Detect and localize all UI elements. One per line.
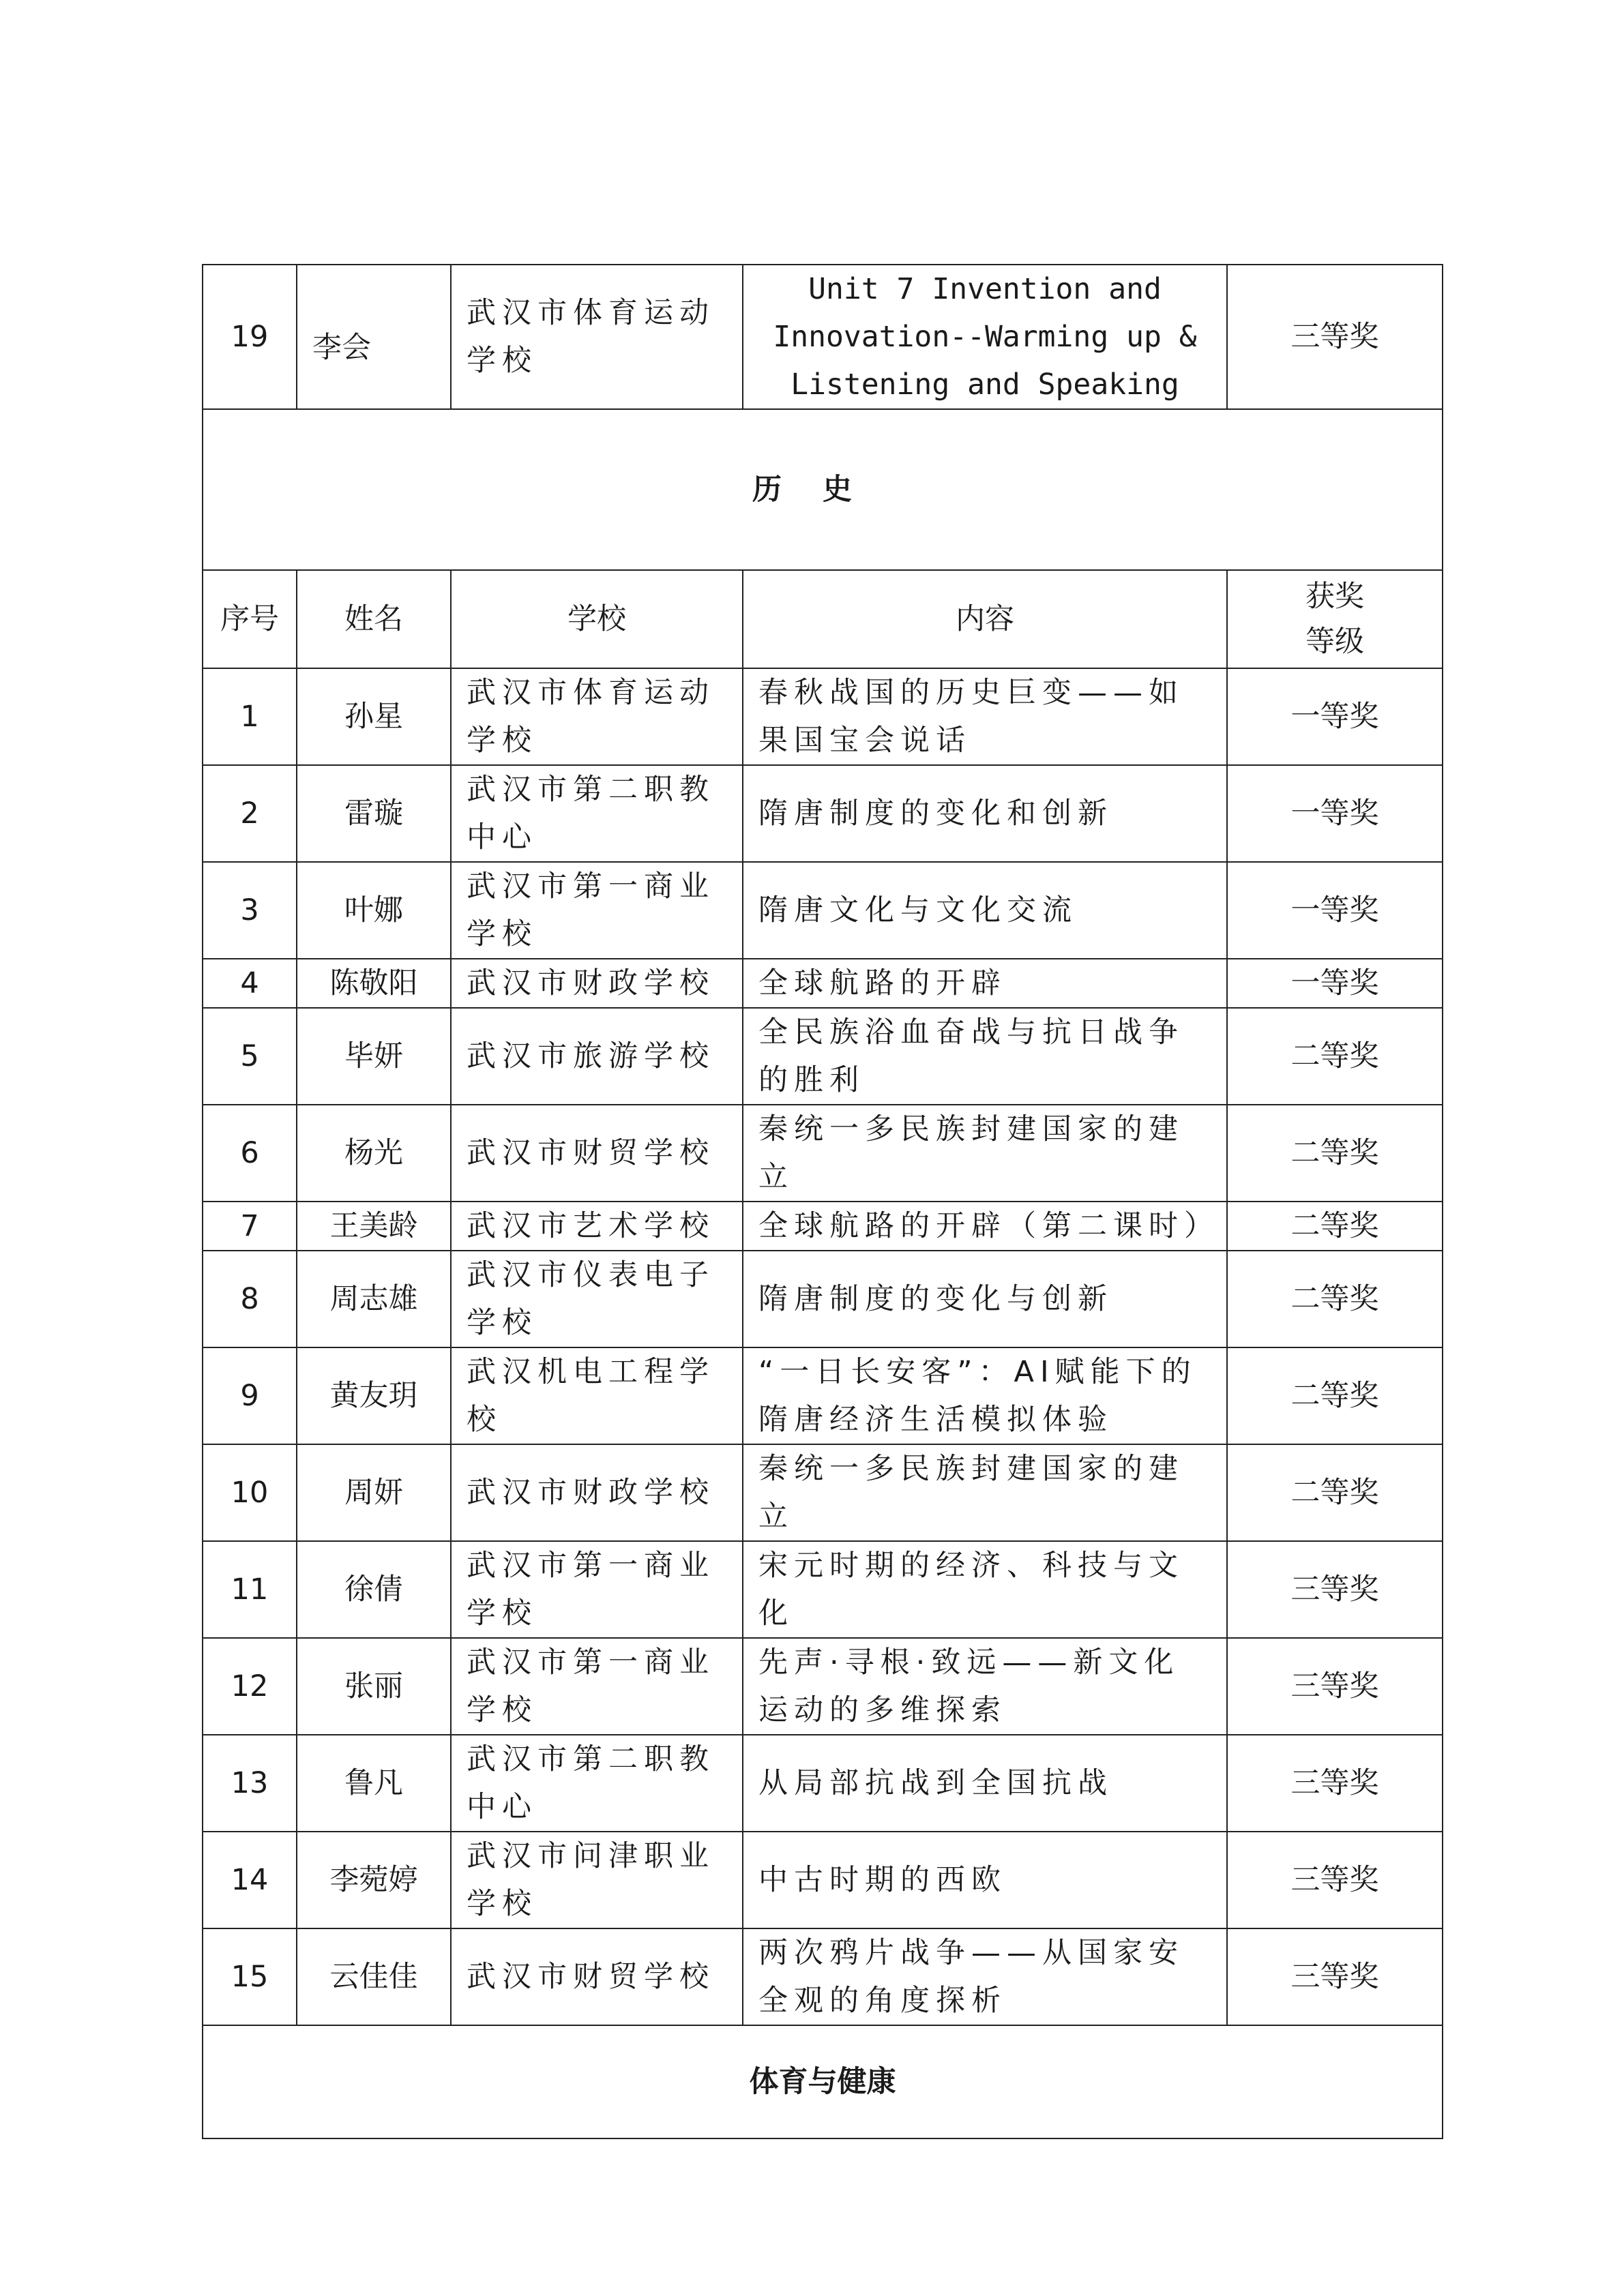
section-heading-row	[203, 2025, 1443, 2138]
school-cell: 武汉市艺术学校	[451, 1202, 743, 1251]
award-cell: 二等奖	[1227, 1105, 1443, 1202]
school-cell: 武汉市旅游学校	[451, 1008, 743, 1105]
seq-cell: 6	[203, 1105, 297, 1202]
header-row	[203, 570, 1443, 668]
content-line: Listening and Speaking	[791, 368, 1179, 402]
table-row	[203, 265, 1443, 409]
award-cell: 二等奖	[1227, 1444, 1443, 1541]
award-cell: 三等奖	[1227, 1735, 1443, 1832]
name-cell: 李会	[297, 265, 451, 409]
content-cell: 先声·寻根·致远——新文化运动的多维探索	[743, 1638, 1227, 1735]
content-cell: 从局部抗战到全国抗战	[743, 1735, 1227, 1832]
seq-cell: 10	[203, 1444, 297, 1541]
header-seq: 序号	[203, 570, 297, 668]
name-cell: 徐倩	[297, 1541, 451, 1638]
school-cell: 武汉市问津职业学校	[451, 1832, 743, 1928]
seq-cell: 11	[203, 1541, 297, 1638]
school-cell: 武汉市体育运动学校	[451, 265, 743, 409]
award-cell: 三等奖	[1227, 1638, 1443, 1735]
school-cell: 武汉市第二职教中心	[451, 1735, 743, 1832]
name-cell: 黄友玥	[297, 1347, 451, 1444]
table-row	[203, 1638, 1443, 1735]
seq-cell: 13	[203, 1735, 297, 1832]
table-row	[203, 765, 1443, 862]
name-cell: 王美龄	[297, 1202, 451, 1251]
table-row	[203, 862, 1443, 959]
school-cell: 武汉市财贸学校	[451, 1105, 743, 1202]
content-line: Unit 7 Invention and	[808, 272, 1162, 306]
seq-cell: 8	[203, 1251, 297, 1347]
name-cell: 孙星	[297, 668, 451, 765]
table-row	[203, 1008, 1443, 1105]
name-cell: 雷璇	[297, 765, 451, 862]
seq-cell: 15	[203, 1928, 297, 2025]
table-row	[203, 1444, 1443, 1541]
content-cell: 隋唐制度的变化和创新	[743, 765, 1227, 862]
seq-cell: 5	[203, 1008, 297, 1105]
award-cell: 三等奖	[1227, 1832, 1443, 1928]
seq-cell: 14	[203, 1832, 297, 1928]
content-cell: 秦统一多民族封建国家的建立	[743, 1444, 1227, 1541]
header-content: 内容	[743, 570, 1227, 668]
table-row	[203, 1105, 1443, 1202]
seq-cell: 12	[203, 1638, 297, 1735]
table-row	[203, 1347, 1443, 1444]
name-cell: 李菀婷	[297, 1832, 451, 1928]
content-cell: 全球航路的开辟（第二课时）	[743, 1202, 1227, 1251]
name-cell: 鲁凡	[297, 1735, 451, 1832]
content-cell: 秦统一多民族封建国家的建立	[743, 1105, 1227, 1202]
award-cell: 一等奖	[1227, 765, 1443, 862]
content-cell: 两次鸦片战争——从国家安全观的角度探析	[743, 1928, 1227, 2025]
awards-table	[202, 264, 1443, 2139]
seq-cell: 4	[203, 959, 297, 1008]
content-line: Innovation--Warming up &	[773, 320, 1197, 354]
content-cell: 宋元时期的经济、科技与文化	[743, 1541, 1227, 1638]
table-row	[203, 1541, 1443, 1638]
content-cell: 隋唐文化与文化交流	[743, 862, 1227, 959]
section-heading-row	[203, 409, 1443, 570]
seq-cell: 7	[203, 1202, 297, 1251]
award-cell: 三等奖	[1227, 265, 1443, 409]
seq-cell: 19	[203, 265, 297, 409]
award-cell: 三等奖	[1227, 1541, 1443, 1638]
school-cell: 武汉机电工程学校	[451, 1347, 743, 1444]
school-cell: 武汉市第一商业学校	[451, 1638, 743, 1735]
award-cell: 一等奖	[1227, 668, 1443, 765]
school-cell: 武汉市仪表电子学校	[451, 1251, 743, 1347]
school-cell: 武汉市第二职教中心	[451, 765, 743, 862]
table-row	[203, 668, 1443, 765]
content-cell: 中古时期的西欧	[743, 1832, 1227, 1928]
school-cell: 武汉市财政学校	[451, 1444, 743, 1541]
table-row	[203, 1202, 1443, 1251]
seq-cell: 3	[203, 862, 297, 959]
school-cell: 武汉市体育运动学校	[451, 668, 743, 765]
school-cell: 武汉市第一商业学校	[451, 862, 743, 959]
school-cell: 武汉市财政学校	[451, 959, 743, 1008]
content-cell: 全民族浴血奋战与抗日战争的胜利	[743, 1008, 1227, 1105]
name-cell: 叶娜	[297, 862, 451, 959]
content-cell: 全球航路的开辟	[743, 959, 1227, 1008]
name-cell: 毕妍	[297, 1008, 451, 1105]
header-name: 姓名	[297, 570, 451, 668]
name-cell: 周妍	[297, 1444, 451, 1541]
seq-cell: 9	[203, 1347, 297, 1444]
header-school: 学校	[451, 570, 743, 668]
award-cell: 二等奖	[1227, 1008, 1443, 1105]
table-row	[203, 1928, 1443, 2025]
name-cell: 周志雄	[297, 1251, 451, 1347]
content-cell: “一日长安客”：AI赋能下的隋唐经济生活模拟体验	[743, 1347, 1227, 1444]
header-award: 获奖等级	[1227, 570, 1443, 668]
content-cell	[743, 265, 1227, 409]
school-cell: 武汉市第一商业学校	[451, 1541, 743, 1638]
name-cell: 杨光	[297, 1105, 451, 1202]
content-cell: 隋唐制度的变化与创新	[743, 1251, 1227, 1347]
name-cell: 张丽	[297, 1638, 451, 1735]
table-row	[203, 1251, 1443, 1347]
name-cell: 云佳佳	[297, 1928, 451, 2025]
award-cell: 三等奖	[1227, 1928, 1443, 2025]
school-cell: 武汉市财贸学校	[451, 1928, 743, 2025]
content-cell: 春秋战国的历史巨变——如果国宝会说话	[743, 668, 1227, 765]
table-row	[203, 1735, 1443, 1832]
table-row	[203, 959, 1443, 1008]
name-cell: 陈敬阳	[297, 959, 451, 1008]
seq-cell: 1	[203, 668, 297, 765]
award-cell: 二等奖	[1227, 1347, 1443, 1444]
section-title-history: 历史	[203, 409, 1443, 570]
awards-table-body	[203, 265, 1443, 2138]
seq-cell: 2	[203, 765, 297, 862]
award-cell: 一等奖	[1227, 959, 1443, 1008]
table-row	[203, 1832, 1443, 1928]
award-cell: 一等奖	[1227, 862, 1443, 959]
award-cell: 二等奖	[1227, 1202, 1443, 1251]
award-cell: 二等奖	[1227, 1251, 1443, 1347]
section-title-pe: 体育与健康	[203, 2025, 1443, 2138]
